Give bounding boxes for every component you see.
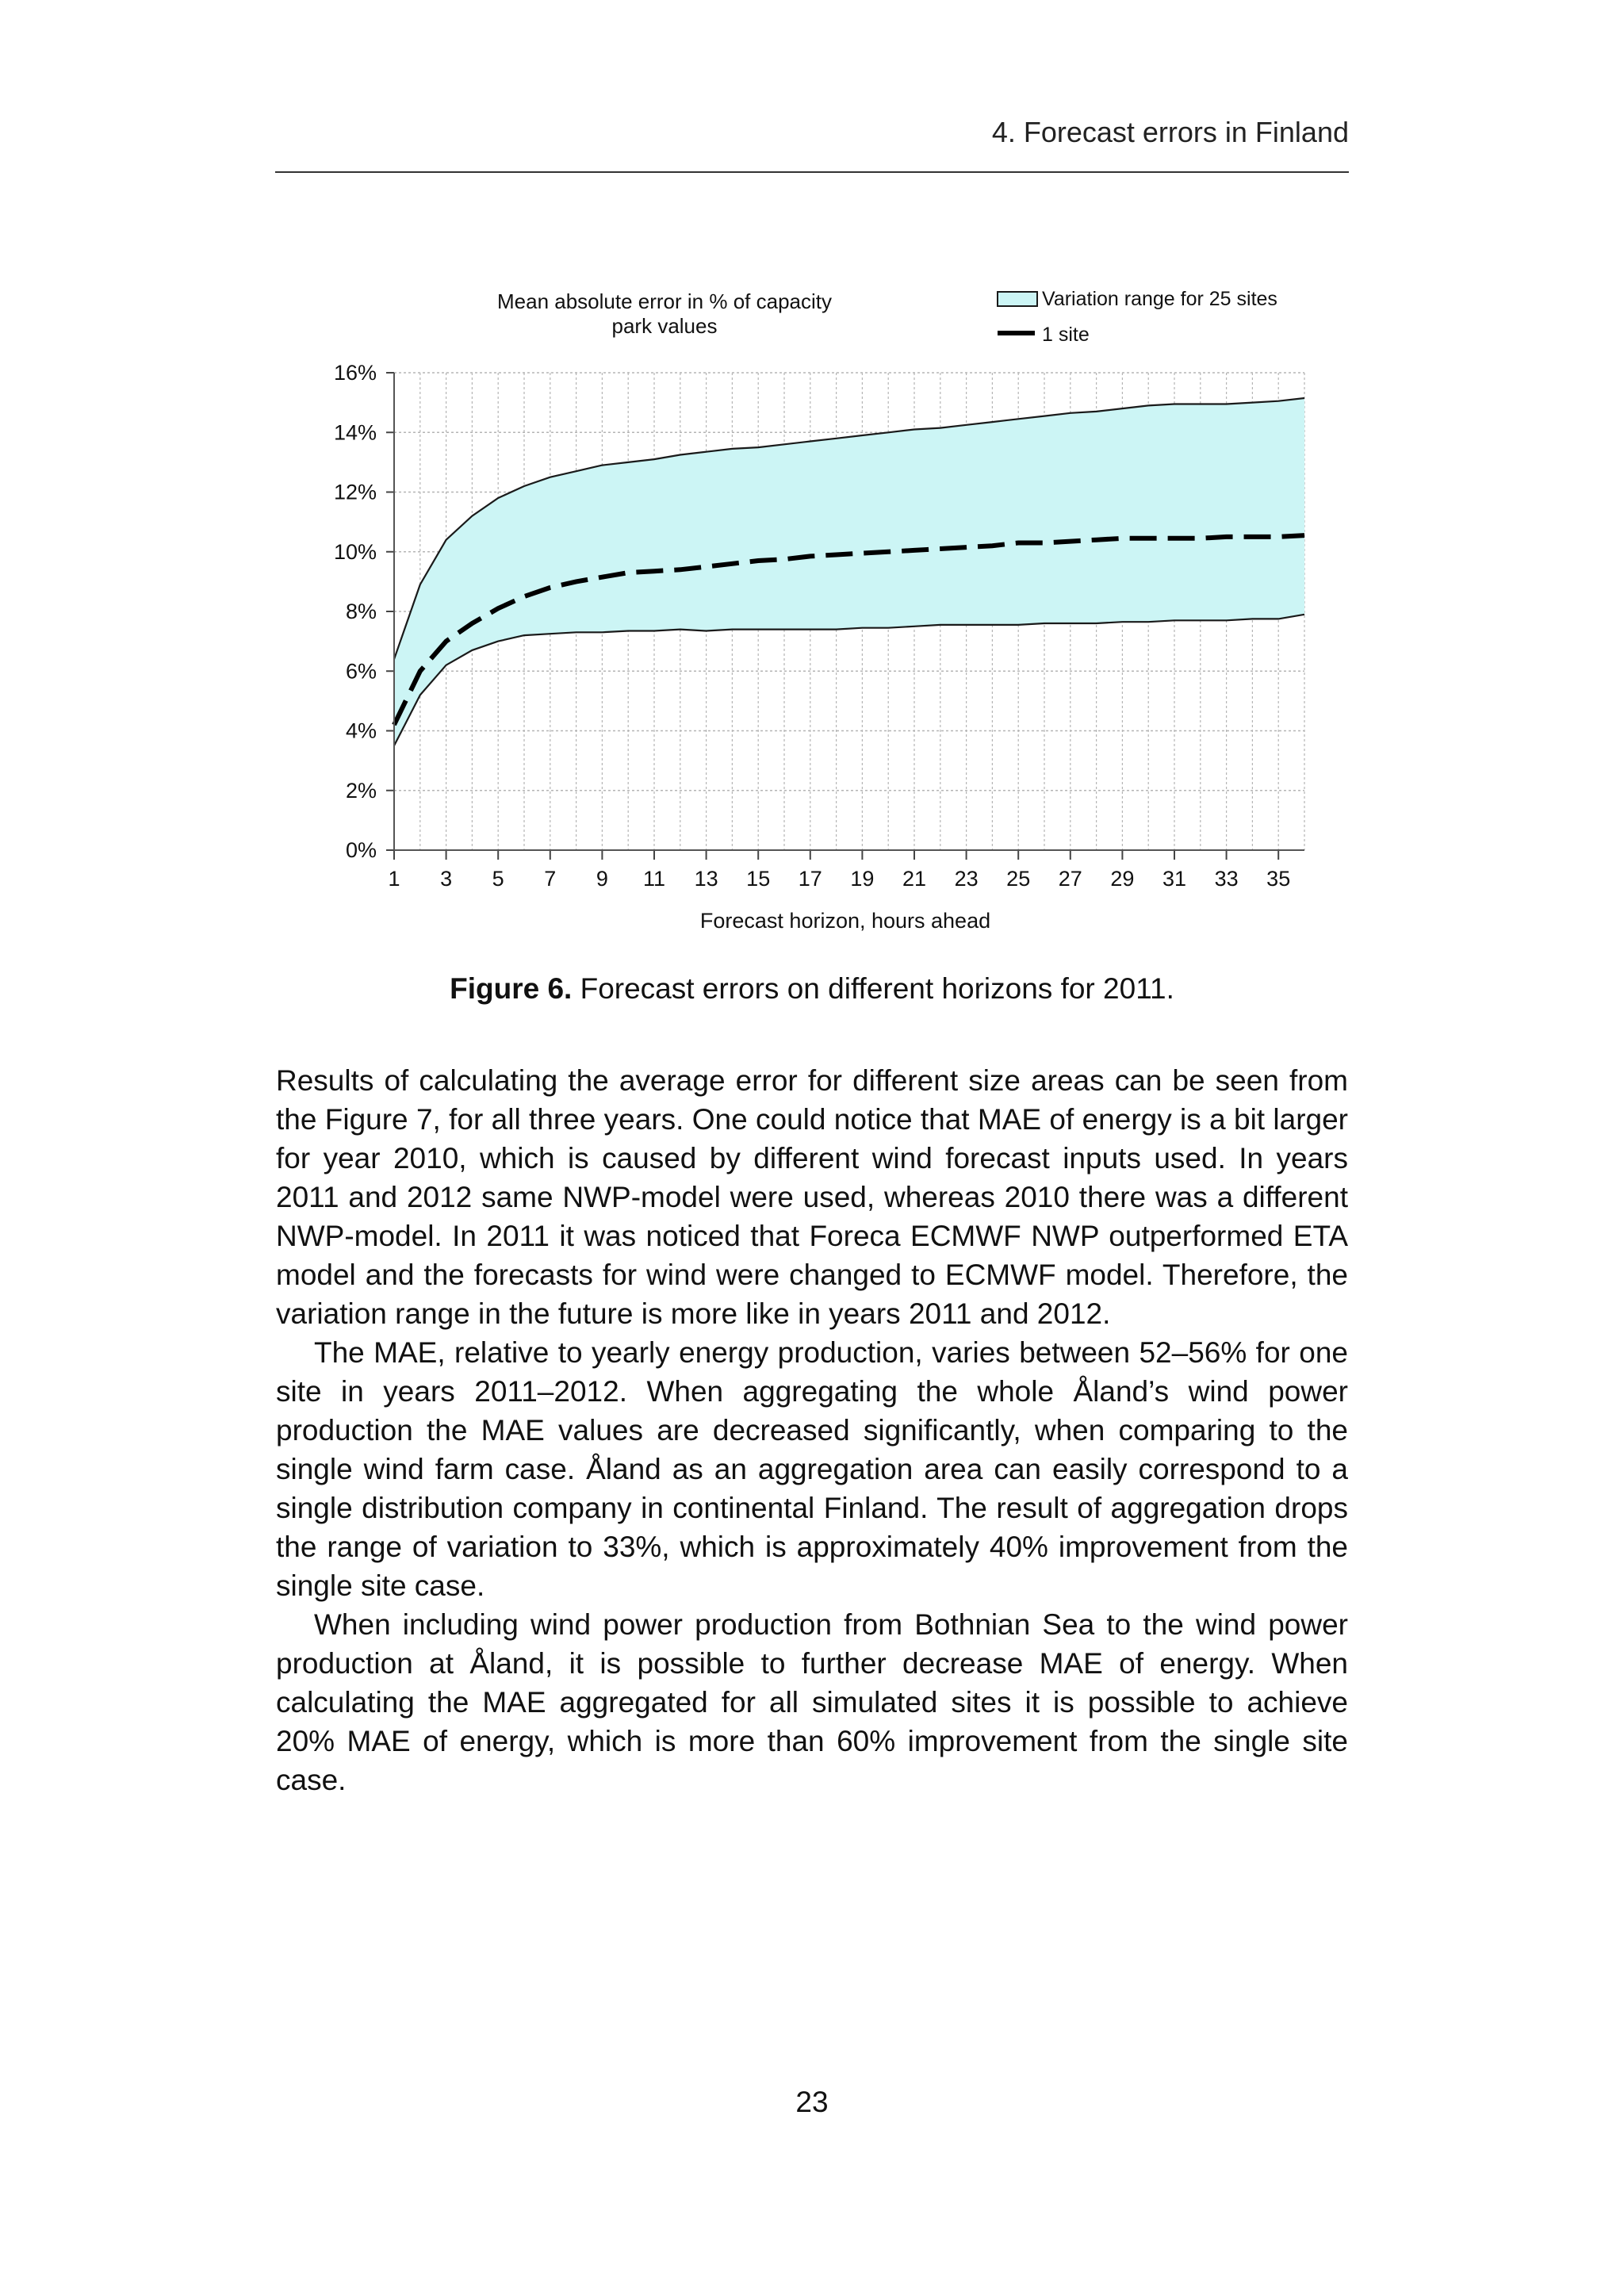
x-tick-label: 7 (544, 867, 557, 891)
body-paragraph-1: Results of calculating the average error for different size areas can be seen from the Figure 7, for all three years. One could notice that MAE of energy is a bit larger for year 2010, which is caused by different wind forecast inputs used. In years 2011 and 2012 same NWP-model were used, whereas 2010 there was a different NWP-model. In 2011 it was noticed that Foreca ECMWF NWP outperformed ETA model and the forecasts for wind were changed to ECMWF model. Therefore, the variation range in the future is more like in years 2011 and 2012. (276, 1064, 1348, 1330)
x-tick-labels (388, 867, 1290, 891)
y-tick-label: 4% (345, 718, 377, 743)
y-tick-label: 8% (345, 600, 377, 623)
x-tick-label: 35 (1266, 867, 1291, 891)
x-tick-label: 27 (1058, 867, 1082, 891)
y-tick-label: 16% (333, 361, 377, 385)
x-tick-label: 17 (798, 867, 822, 891)
page-number: 23 (795, 2086, 829, 2118)
x-tick-label: 15 (746, 867, 771, 891)
x-tick-label: 29 (1110, 867, 1135, 891)
y-tick-labels (334, 361, 377, 862)
chart-legend (998, 288, 1277, 346)
y-tick-label: 14% (333, 420, 377, 445)
running-head: 4. Forecast errors in Finland (991, 116, 1349, 148)
forecast-error-chart (0, 0, 1624, 952)
x-tick-label: 9 (596, 867, 608, 891)
legend-line-label: 1 site (1042, 324, 1090, 346)
x-tick-label: 31 (1162, 867, 1187, 891)
y-tick-label: 12% (333, 480, 377, 504)
legend-band-swatch (998, 292, 1037, 306)
x-axis-label: Forecast horizon, hours ahead (699, 909, 991, 933)
chart-title-line-2: park values (611, 314, 718, 338)
figure-caption (0, 972, 1624, 1006)
body-paragraph-2: The MAE, relative to yearly energy production, varies between 52–56% for one site in years 2011–2012. When aggregating the whole Åland’s wind power production the MAE values are decreased significantly, when comparing to the single wind farm case. Åland as an aggregation area can easily correspond to a single distribution company in continental Finland. The result of aggregation drops the range of variation to 33%, which is approximately 40% improvement from the single site case. (276, 1336, 1348, 1602)
x-tick-label: 1 (388, 867, 400, 891)
y-tick-label: 6% (345, 659, 377, 684)
x-tick-label: 23 (954, 867, 979, 891)
x-tick-label: 19 (850, 867, 875, 891)
y-tick-label: 0% (345, 838, 377, 862)
figure-caption-text: Forecast errors on different horizons for 2011. (572, 972, 1174, 1005)
y-tick-label: 2% (345, 778, 377, 803)
body-paragraph-3: When including wind power production from Bothnian Sea to the wind power production at Åland, it is possible to further decrease MAE of energy. When calculating the MAE aggregated for all simulated sites it is possible to achieve 20% MAE of energy, which is more than 60% improvement from the single site case. (276, 1608, 1348, 1796)
x-tick-label: 5 (492, 867, 504, 891)
body-text (276, 1061, 1348, 1799)
x-tick-label: 33 (1214, 867, 1239, 891)
x-tick-label: 13 (694, 867, 718, 891)
variation-range-lower-edge (394, 615, 1304, 746)
x-tick-label: 11 (642, 867, 666, 891)
variation-range-band (394, 398, 1304, 745)
x-tick-label: 25 (1006, 867, 1031, 891)
figure-caption-label: Figure 6. (450, 972, 573, 1005)
chart-title-line-1: Mean absolute error in % of capacity (497, 289, 832, 313)
x-tick-label: 21 (902, 867, 927, 891)
x-tick-label: 3 (440, 867, 453, 891)
legend-band-label: Variation range for 25 sites (1042, 288, 1277, 310)
y-tick-label: 10% (333, 539, 377, 564)
